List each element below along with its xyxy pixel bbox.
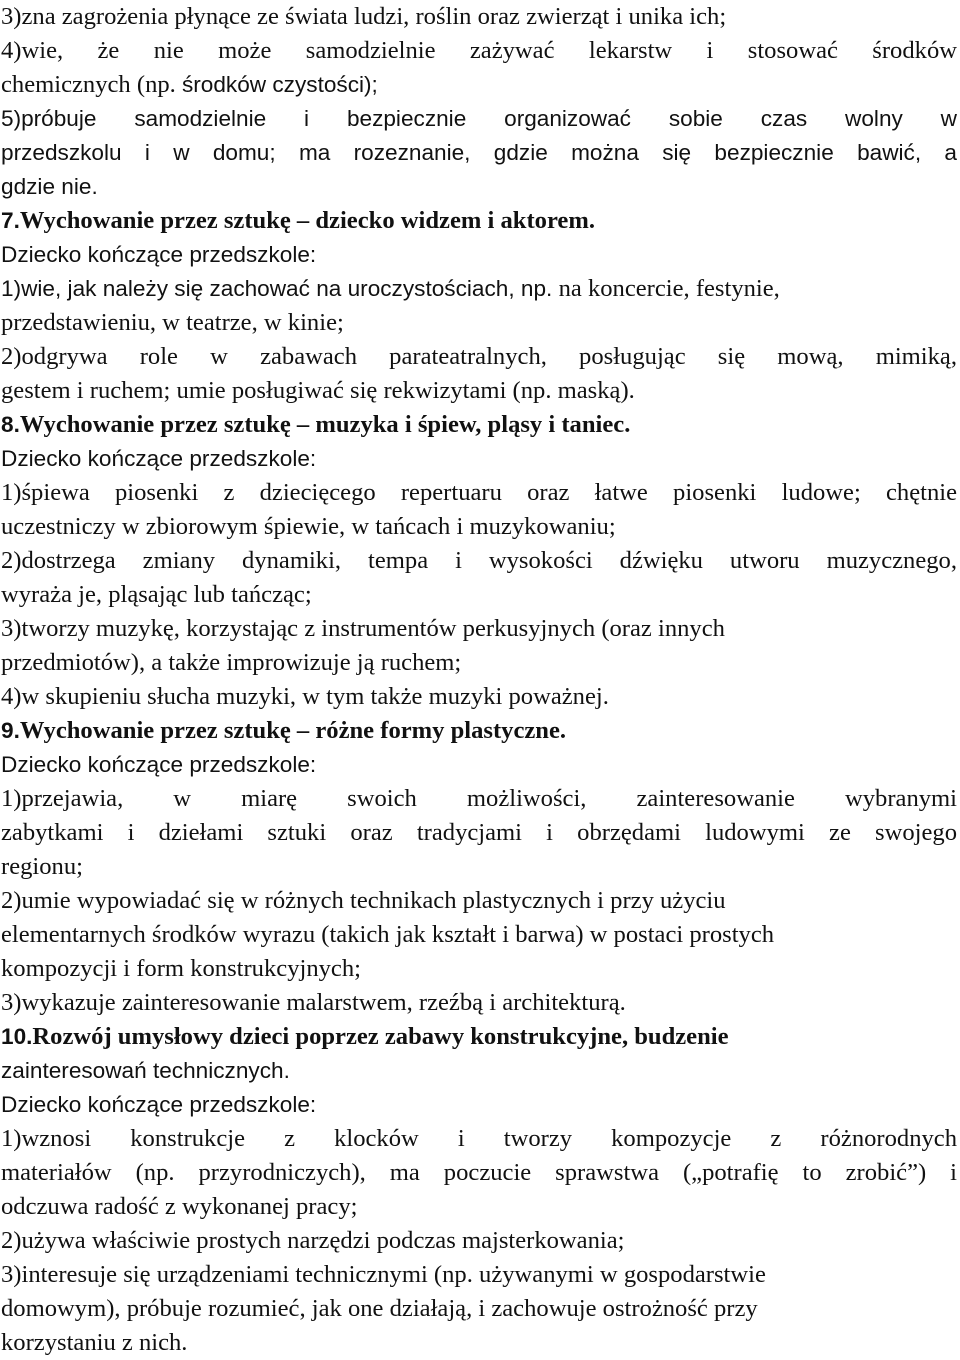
text-segment: 5)próbuje samodzielnie i bezpiecznie organizować sobie czas wolny w (1, 106, 957, 131)
text-segment: uczestniczy w zbiorowym śpiewie, w tańcach i muzykowaniu; (1, 513, 616, 540)
text-segment: 1)wznosi konstrukcje z klocków i tworzy kompozycje z różnorodnych (1, 1125, 957, 1152)
text-line (1, 510, 957, 544)
text-segment: 1)przejawia, w miarę swoich możliwości, zainteresowanie wybranymi (1, 785, 957, 812)
text-segment: na koncercie, festynie, (558, 275, 780, 302)
text-segment: 4)w skupieniu słucha muzyki, w tym także muzyki poważnej. (1, 683, 609, 710)
text-line (1, 544, 957, 578)
text-segment: 2)umie wypowiadać się w różnych technikach plastycznych i przy użyciu (1, 887, 726, 914)
text-line (1, 680, 957, 714)
text-segment: Dziecko kończące przedszkole: (1, 752, 317, 777)
text-line (1, 374, 957, 408)
text-segment: 3)interesuje się urządzeniami technicznymi (np. używanymi w gospodarstwie (1, 1261, 766, 1288)
text-segment: 1)wie, jak należy się zachować na uroczystościach, np. (1, 276, 559, 301)
text-segment: wyraża je, pląsając lub tańcząc; (1, 581, 312, 608)
text-segment: Rozwój umysłowy dzieci poprzez zabawy konstrukcyjne, budzenie (32, 1023, 729, 1050)
section-number: 10. (1, 1024, 33, 1049)
text-segment: Dziecko kończące przedszkole: (1, 242, 317, 267)
text-segment: korzystaniu z nich. (1, 1329, 188, 1356)
text-line (1, 1326, 957, 1360)
text-line (1, 1292, 957, 1326)
section-number: 7. (1, 208, 20, 233)
text-line (1, 782, 957, 816)
text-line (1, 986, 957, 1020)
text-line (1, 1258, 957, 1292)
text-segment: Wychowanie przez sztukę – różne formy plastyczne. (19, 717, 567, 744)
text-line (1, 476, 957, 510)
text-line (1, 102, 957, 136)
text-line (1, 748, 957, 782)
text-segment: Wychowanie przez sztukę – dziecko widzem i aktorem. (19, 207, 595, 234)
text-segment: odczuwa radość z wykonanej pracy; (1, 1193, 358, 1220)
text-segment: 2)dostrzega zmiany dynamiki, tempa i wysokości dźwięku utworu muzycznego, (1, 547, 957, 574)
text-segment: 3)zna zagrożenia płynące ze świata ludzi, roślin oraz zwierząt i unika ich; (1, 3, 727, 30)
text-line (1, 1088, 957, 1122)
text-segment: zainteresowań technicznych. (1, 1058, 290, 1083)
text-line (1, 68, 957, 102)
text-line (1, 1054, 957, 1088)
text-line (1, 170, 957, 204)
document-page (1, 0, 957, 1360)
text-segment: regionu; (1, 853, 83, 880)
section-heading (1, 408, 957, 442)
text-segment: przedszkolu i w domu; ma rozeznanie, gdzie można się bezpiecznie bawić, a (1, 140, 957, 165)
text-line (1, 1122, 957, 1156)
section-number: 8. (1, 412, 20, 437)
text-segment: gdzie nie. (1, 174, 98, 199)
text-line (1, 272, 957, 306)
text-segment: Dziecko kończące przedszkole: (1, 1092, 317, 1117)
section-heading (1, 204, 957, 238)
section-number: 9. (1, 718, 20, 743)
text-segment: chemicznych (np. (1, 71, 182, 98)
text-segment: zabytkami i dziełami sztuki oraz tradycjami i obrzędami ludowymi ze swojego (1, 819, 957, 846)
text-line (1, 306, 957, 340)
text-segment: 4)wie, że nie może samodzielnie zażywać lekarstw i stosować środków (1, 37, 957, 64)
text-segment: Wychowanie przez sztukę – muzyka i śpiew, pląsy i taniec. (19, 411, 631, 438)
text-line (1, 850, 957, 884)
text-segment: środków czystości); (181, 72, 378, 97)
text-line (1, 1224, 957, 1258)
text-segment: elementarnych środków wyrazu (takich jak kształt i barwa) w postaci prostych (1, 921, 775, 948)
text-segment: Dziecko kończące przedszkole: (1, 446, 317, 471)
text-line (1, 952, 957, 986)
text-line (1, 442, 957, 476)
text-line (1, 816, 957, 850)
section-heading (1, 714, 957, 748)
text-segment: gestem i ruchem; umie posługiwać się rekwizytami (np. maską). (1, 377, 635, 404)
text-segment: 3)wykazuje zainteresowanie malarstwem, rzeźbą i architekturą. (1, 989, 626, 1016)
text-line (1, 918, 957, 952)
text-segment: przedmiotów), a także improwizuje ją ruchem; (1, 649, 462, 676)
text-segment: przedstawieniu, w teatrze, w kinie; (1, 309, 344, 336)
text-line (1, 0, 957, 34)
text-line (1, 34, 957, 68)
text-segment: 3)tworzy muzykę, korzystając z instrumentów perkusyjnych (oraz innych (1, 615, 725, 642)
text-segment: 2)używa właściwie prostych narzędzi podczas majsterkowania; (1, 1227, 625, 1254)
text-segment: domowym), próbuje rozumieć, jak one działają, i zachowuje ostrożność przy (1, 1295, 758, 1322)
text-line (1, 646, 957, 680)
text-line (1, 884, 957, 918)
text-line (1, 238, 957, 272)
text-segment: materiałów (np. przyrodniczych), ma poczucie sprawstwa („potrafię to zrobić”) i (1, 1159, 957, 1186)
text-segment: kompozycji i form konstrukcyjnych; (1, 955, 361, 982)
text-line (1, 612, 957, 646)
text-segment: 2)odgrywa role w zabawach parateatralnych, posługując się mową, mimiką, (1, 343, 957, 370)
text-line (1, 1190, 957, 1224)
text-segment: 1)śpiewa piosenki z dziecięcego repertuaru oraz łatwe piosenki ludowe; chętnie (1, 479, 957, 506)
text-line (1, 1156, 957, 1190)
section-heading (1, 1020, 957, 1054)
text-line (1, 340, 957, 374)
text-line (1, 578, 957, 612)
text-line (1, 136, 957, 170)
